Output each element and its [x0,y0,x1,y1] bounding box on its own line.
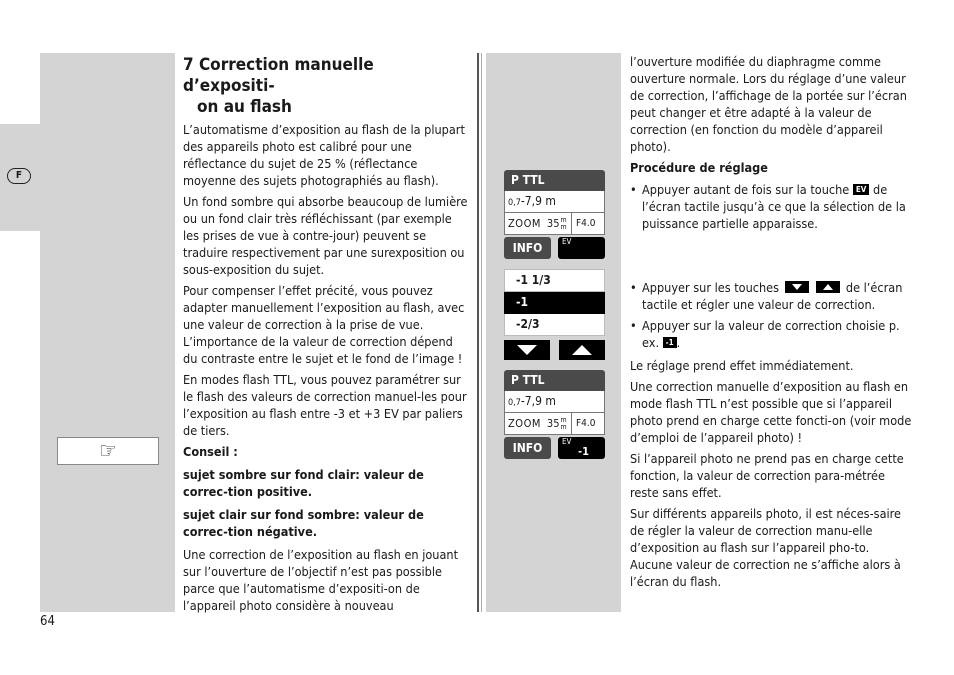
paragraph: Si l’appareil photo ne prend pas en charge cette fonction, la valeur de correction para-métrée reste sans effet. [630,451,904,500]
triangle-down-icon [504,340,550,360]
page-number: 64 [40,614,55,629]
pointing-hand-icon: ☞ [99,438,117,464]
spacer [630,236,912,279]
triangle-up-icon [816,281,840,293]
range-min: 0,7 [508,398,521,408]
range-readout [504,391,605,413]
ev-label: EV [562,437,572,446]
correction-key: -1 [663,337,677,348]
step-text: . [676,335,681,350]
display-footer [504,437,605,460]
ev-button[interactable] [558,237,605,259]
triangle-down-icon [785,281,809,293]
ev-button[interactable] [558,437,605,459]
step-text: Appuyer sur les touches [642,280,780,295]
tip-box [57,437,159,465]
tip-label: Conseil : [183,444,238,459]
aperture-value: F4.0 [571,213,595,234]
step-text: de l’écran tactile jusqu’à ce que la sélection de la puissance partielle apparaisse. [642,182,906,231]
step-text: de l’écran tactile et régler une valeur de correction. [642,280,903,312]
correction-selector [504,269,605,336]
language-badge: F [7,168,31,184]
zoom-value: 35 [546,217,560,230]
down-button[interactable] [504,340,550,360]
paragraph: Un fond sombre qui absorbe beaucoup de lumière ou un fond clair très réfléchissant (par exemple les prises de vue à contre-jour) peuvent se traduire respectivement par une surexposition ou sous-exposition du sujet. [183,194,468,277]
zoom-unit-top: m [560,415,567,424]
paragraph: Sur différents appareils photo, il est néces-saire de régler la valeur de correction manu-elle d’exposition au flash sur l’appareil pho-to. Aucune valeur de correction ne s’affiche alors à l’écran du flash. [630,506,902,589]
procedure-heading: Procédure de réglage [630,160,768,175]
section-title-line2: on au flash [197,97,292,117]
text-column-left [183,55,468,618]
ev-label: EV [562,237,572,246]
ev-value: -1 [578,445,589,458]
correction-option-selected[interactable]: -1 [504,292,605,314]
range-rest: -7,9 m [520,394,556,408]
left-margin-panel [40,53,175,612]
tip-item: sujet clair sur fond sombre: valeur de correc-tion négative. [183,507,424,539]
paragraph: Le réglage prend effet immédiatement. [630,358,854,373]
mode-label: P TTL [504,370,605,391]
ev-key: EV [853,184,870,195]
paragraph: l’ouverture modifiée du diaphragme comme ouverture normale. Lors du réglage d’une valeur de correction, l’affichage de la portée sur l’écran peut changer et être adapté à la valeur de correction (en fonction du modèle d’appareil photo). [630,54,907,154]
step-text: Appuyer sur la valeur de correction choisie p. ex. [642,318,900,350]
zoom-unit [561,417,567,431]
zoom-readout [504,213,605,235]
paragraph: Une correction de l’exposition au flash en jouant sur l’ouverture de l’objectif n’est pas possible parce que l’automatisme d’expositi-on de l’appareil photo considère à nouveau [183,547,459,613]
zoom-readout [504,413,605,435]
mode-label: P TTL [504,170,605,191]
step-text: Appuyer autant de fois sur la touche [642,182,850,197]
section-title-line1: 7 Correction manuelle d’expositi- [183,55,374,96]
flash-display-2 [504,370,605,460]
correction-option[interactable]: -1 1/3 [504,269,605,292]
paragraph: L’automatisme d’exposition au flash de la plupart des appareils photo est calibré pour une réflectance du sujet de 25 % (réflectance moyenne des sujets photographiés au flash). [183,122,465,188]
flash-display-1 [504,170,605,260]
zoom-value: 35 [546,417,560,430]
zoom-label: ZOOM [508,417,541,430]
zoom-unit-bottom: m [560,422,567,431]
up-button[interactable] [559,340,605,360]
triangle-up-icon [559,340,605,360]
range-min: 0,7 [508,198,521,208]
section-title [183,55,468,118]
procedure-step [630,279,912,313]
paragraph: Pour compenser l’effet précité, vous pouvez adapter manuellement l’exposition au flash, avec une valeur de correction à la prise de vue. L’importance de la valeur de correction dépend du contraste entre le sujet et le fond de l’image ! [183,283,465,366]
info-button[interactable]: INFO [504,437,551,459]
display-footer [504,237,605,260]
paragraph: Une correction manuelle d’exposition au flash en mode flash TTL n’est possible que si l’appareil photo prend en charge cette foncti-on (voir mode d’emploi de l’appareil photo) ! [630,379,912,445]
text-column-right [630,53,912,594]
zoom-unit-bottom: m [560,222,567,231]
paragraph: En modes flash TTL, vous pouvez paramétrer sur le flash des valeurs de correction manuel-les pour l’exposition au flash entre -3 et +3 EV par paliers de tiers. [183,372,467,438]
range-rest: -7,9 m [520,194,556,208]
arrow-buttons [504,340,605,360]
correction-option[interactable]: -2/3 [504,314,605,336]
procedure-step [630,181,912,232]
info-button[interactable]: INFO [504,237,551,259]
zoom-unit-top: m [560,215,567,224]
zoom-unit [561,217,567,231]
procedure-step [630,317,912,351]
range-readout [504,191,605,213]
column-divider-thin [481,53,482,612]
tip-item: sujet sombre sur fond clair: valeur de correc-tion positive. [183,467,424,499]
zoom-label: ZOOM [508,217,541,230]
aperture-value: F4.0 [571,413,595,434]
column-divider [477,53,479,612]
